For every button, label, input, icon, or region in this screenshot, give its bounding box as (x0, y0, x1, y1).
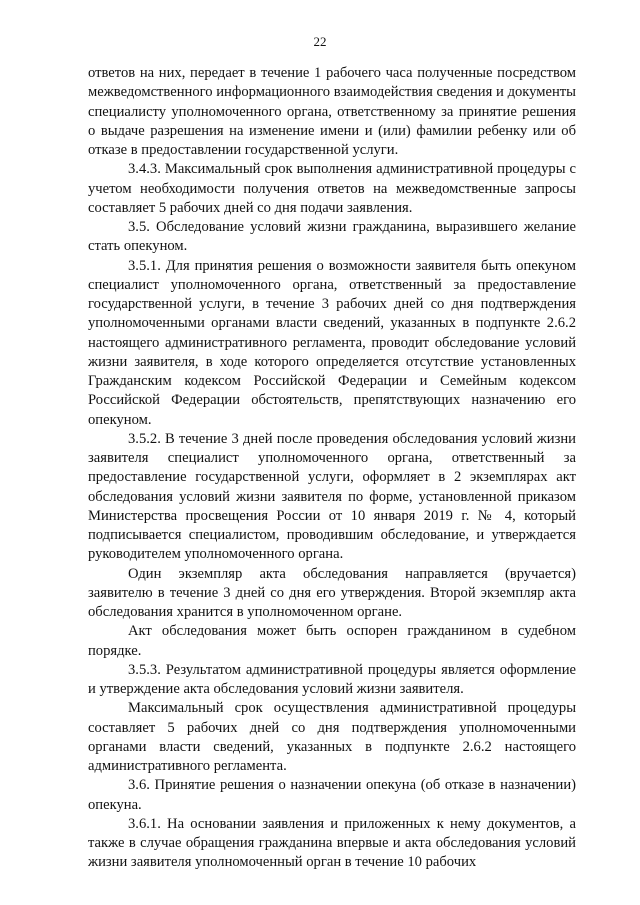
paragraph-3-4-3: 3.4.3. Максимальный срок выполнения административной процедуры с учетом необходимости получения ответов на межведомственные запросы составляет 5 рабочих дней со дня подачи заявления. (88, 161, 576, 216)
section-heading-3-6: 3.6. Принятие решения о назначении опекуна (об отказе в назначении) опекуна. (88, 777, 576, 813)
document-body (88, 64, 576, 873)
paragraph-copies: Один экземпляр акта обследования направляется (вручается) заявителю в течение 3 дней со дня его утверждения. Второй экземпляр акта обследования хранится в уполномоченном органе. (88, 565, 576, 620)
paragraph-appeal: Акт обследования может быть оспорен гражданином в судебном порядке. (88, 623, 576, 659)
paragraph-continuation: ответов на них, передает в течение 1 рабочего часа полученные посредством межведомственного информационного взаимодействия сведения и документы специалисту уполномоченного органа, ответственному за принятие решения о выдаче разрешения на изменение имени и (или) фамилии ребенку или об отказе в предоставлении государственной услуги. (88, 65, 576, 158)
paragraph-max-term: Максимальный срок осуществления административной процедуры составляет 5 рабочих дней со дня подтверждения уполномоченными органами власти сведений, указанных в подпункте 2.6.2 настоящего административного регламента. (88, 700, 576, 774)
paragraph-3-5-3: 3.5.3. Результатом административной процедуры является оформление и утверждение акта обследования условий жизни заявителя. (88, 661, 576, 697)
paragraph-3-5-2: 3.5.2. В течение 3 дней после проведения обследования условий жизни заявителя специалист уполномоченного органа, ответственный за предоставление государственной услуги, оформляет в 2 экземплярах акт обследования условий жизни заявителя по форме, установленной приказом Министерства просвещения России от 10 января 2019 г. № 4, который подписывается специалистом, проводившим обследование, и утверждается руководителем уполномоченного органа. (88, 430, 576, 563)
page-number: 22 (313, 34, 327, 49)
paragraph-3-5-1: 3.5.1. Для принятия решения о возможности заявителя быть опекуном специалист уполномоченного органа, ответственный за предоставление государственной услуги, в течение 3 рабочих дней со дня подтверждения уполномоченными органами власти сведений, указанных в подпункте 2.6.2 настоящего административного регламента, проводит обследование условий жизни заявителя, в ходе которого определяется отсутствие установленных Гражданским кодексом Российской Федерации и Семейным кодексом Российской Федерации обстоятельств, препятствующих назначению его опекуном. (88, 257, 576, 428)
section-heading-3-5: 3.5. Обследование условий жизни гражданина, выразившего желание стать опекуном. (88, 219, 576, 255)
paragraph-3-6-1: 3.6.1. На основании заявления и приложенных к нему документов, а также в случае обращения гражданина впервые и акта обследования условий жизни заявителя уполномоченный орган в течение 10 рабочих (88, 815, 576, 871)
